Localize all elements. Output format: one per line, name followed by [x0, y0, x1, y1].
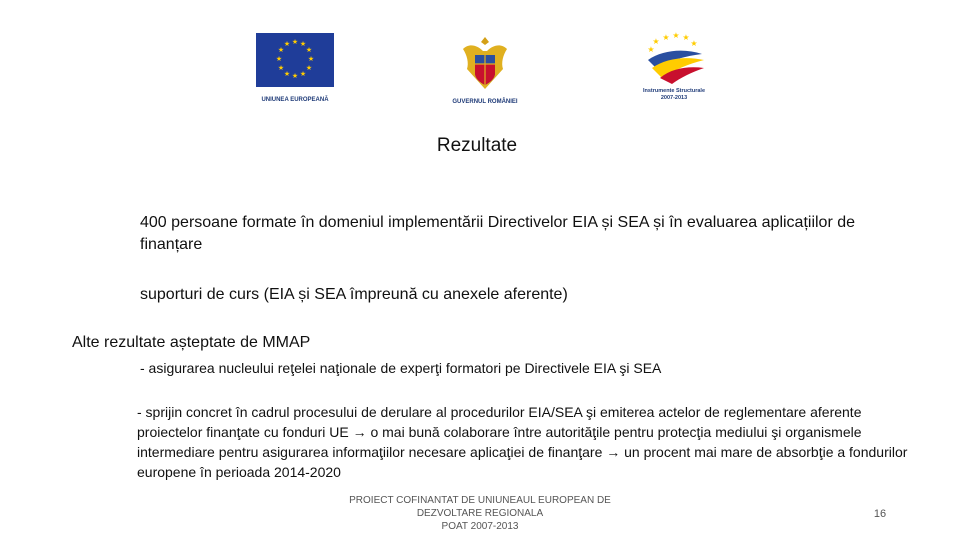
- footer-line-2: DEZVOLTARE REGIONALA: [416, 508, 544, 519]
- svg-text:★: ★: [291, 38, 299, 46]
- structural-instruments-icon: [636, 30, 712, 86]
- result-paragraph-1: 400 persoane formate în domeniul implementării Directivelor EIA și SEA și în evaluarea aplicațiilor de finanțare: [140, 214, 856, 253]
- svg-text:★: ★: [307, 55, 315, 63]
- structural-instruments-caption-2: 2007-2013: [660, 95, 688, 101]
- structural-instruments-logo: [636, 30, 712, 105]
- svg-text:★: ★: [275, 55, 283, 63]
- government-logo-caption: GUVERNUL ROMÂNIEI: [452, 99, 518, 105]
- eu-logo-caption: UNIUNEA EUROPEANĂ: [261, 97, 329, 103]
- coat-of-arms-icon: [445, 33, 525, 93]
- svg-text:★: ★: [652, 37, 660, 46]
- expected-result-2: - sprijin concret în cadrul procesului de derulare al procedurilor EIA/SEA şi emiterea actelor de reglementare aferente proiectelor finanţate cu fonduri UE → o mai bună colaborare între autorităţile pentru protecţia mediului şi organismele intermediare pentru asigurarea informaţiilor necesare aplicaţiei de finanţare → un procent mai mare de absorbţie a fondurilor europene în perioada 2014-2020: [137, 404, 908, 480]
- eu-flag-icon: [256, 33, 334, 87]
- footer-line-1: PROIECT COFINANTAT DE UNIUNEAUL EUROPEAN DE: [349, 495, 611, 506]
- svg-text:★: ★: [690, 39, 698, 48]
- svg-text:★: ★: [283, 70, 291, 78]
- svg-text:★: ★: [305, 46, 313, 54]
- structural-instruments-caption-1: Instrumente Structurale: [642, 88, 706, 94]
- svg-text:★: ★: [277, 46, 285, 54]
- svg-text:★: ★: [299, 40, 307, 48]
- eu-flag-logo: [256, 33, 334, 103]
- svg-text:★: ★: [277, 64, 285, 72]
- footer-line-3: POAT 2007-2013: [441, 521, 519, 532]
- slide-title: Rezultate: [436, 135, 518, 156]
- other-results-heading: Alte rezultate așteptate de MMAP: [72, 334, 311, 351]
- expected-result-1: - asigurarea nucleului reţelei naţionale de experţi formatori pe Directivele EIA şi SEA: [140, 360, 662, 376]
- svg-text:★: ★: [291, 72, 299, 80]
- government-logo: [445, 33, 525, 105]
- result-paragraph-2: suporturi de curs (EIA și SEA împreună cu anexele aferente): [140, 286, 568, 303]
- svg-text:★: ★: [682, 33, 690, 42]
- svg-text:★: ★: [647, 45, 655, 54]
- svg-text:★: ★: [299, 70, 307, 78]
- svg-text:★: ★: [672, 31, 680, 40]
- page-number: 16: [873, 508, 887, 520]
- svg-text:★: ★: [283, 40, 291, 48]
- svg-text:★: ★: [662, 33, 670, 42]
- footer: [330, 494, 630, 533]
- svg-text:★: ★: [305, 64, 313, 72]
